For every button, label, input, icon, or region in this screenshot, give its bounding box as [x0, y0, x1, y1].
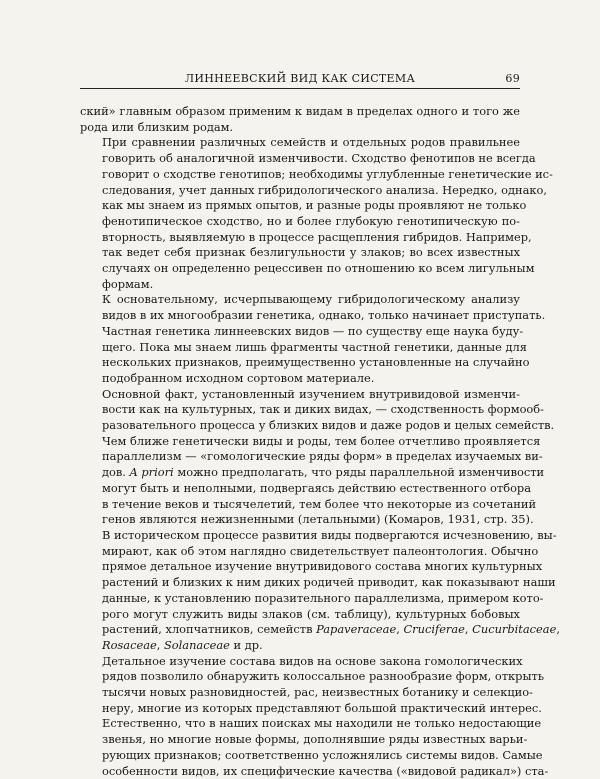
text-line: генов являются нежизненными (летальными) (Комаров, 1931, стр. 35).	[102, 512, 534, 527]
text-line: говорит о сходстве генотипов; необходимы углубленные генетические ис-	[102, 166, 553, 181]
paragraph	[80, 135, 553, 292]
page-number: 69	[505, 72, 520, 85]
text-line: так ведет себя признак безлигульности у злаков; во всех известных	[102, 245, 520, 260]
text-line: видов в их многообразии генетика, однако, только начинает приступать.	[102, 308, 546, 323]
text-line: вости как на культурных, так и диких видах, — сходственность формооб-	[102, 402, 544, 417]
text-line: следования, учет данных гибридологического анализа. Нередко, однако,	[102, 182, 547, 197]
text-line: звенья, но многие новые формы, дополнявшие ряды известных варьи-	[102, 732, 528, 747]
text-line: данные, к установлению поразительного параллелизма, примером кото-	[102, 590, 544, 605]
paragraph	[80, 104, 520, 135]
text-line: рода или близким родам.	[80, 119, 234, 134]
text-line: рующих признаков; соответственно усложнялись системы видов. Самые	[102, 747, 543, 762]
text-line: в течение веков и тысячелетий, тем более что некоторые из сочетаний	[102, 496, 537, 511]
text-line: случаях он определенно рецессивен по отношению ко всем лигульным	[102, 261, 535, 276]
text-line: как мы знаем из прямых опытов, и разные роды проявляют не только	[102, 198, 527, 213]
text-line: мирают, как об этом наглядно свидетельствует палеонтология. Обычно	[102, 543, 539, 558]
text-line: Естественно, что в наших поисках мы находили не только недостающие	[102, 716, 542, 731]
running-header	[80, 70, 520, 89]
text-line: При сравнении различных семейств и отдельных родов правильнее	[102, 135, 520, 150]
text-line: тысячи новых разновидностей, рас, неизвестных ботанику и селекцио-	[102, 685, 533, 700]
text-line: вторность, выявляемую в процессе расщепления гибридов. Например,	[102, 229, 532, 244]
text-line: фенотипическое сходство, но и более глубокую генотипическую по-	[102, 213, 520, 228]
text-line: Основной факт, установленный изучением внутривидовой изменчи-	[102, 386, 520, 401]
running-title: ЛИННЕЕВСКИЙ ВИД КАК СИСТЕМА	[184, 72, 416, 85]
paragraph	[80, 292, 546, 386]
text-line: особенности видов, их специфические качества («видовой радикал») ста-	[102, 763, 549, 778]
text-line: нескольких признаков, преимущественно установленные на случайно	[102, 355, 530, 370]
text-line: могут быть и неполными, подвергаясь действию естественного отбора	[102, 480, 532, 495]
text-line: ский» главным образом применим к видам в пределах одного и того же	[80, 104, 520, 118]
text-line: прямое детальное изучение внутривидового состава многих культурных	[102, 559, 543, 574]
text-line: щего. Пока мы знаем лишь фрагменты частной генетики, данные для	[102, 339, 527, 354]
text-line: неру, многие из которых представляют большой практический интерес.	[102, 700, 542, 715]
text-line: В историческом процессе развития виды подвергаются исчезновению, вы-	[102, 527, 557, 542]
paragraph	[80, 386, 560, 654]
text-line: Частная генетика линнеевских видов — по существу еще наука буду-	[102, 323, 524, 338]
text-line: растений, хлопчатников, семейств Papaveraceae, Cruciferae, Cucurbitaceae,	[102, 622, 560, 637]
body-text	[80, 104, 560, 779]
text-line: говорить об аналогичной изменчивости. Сходство фенотипов не всегда	[102, 151, 536, 166]
text-line: подобранном исходном сортовом материале.	[102, 370, 375, 385]
text-line: Чем ближе генетически виды и роды, тем более отчетливо проявляется	[102, 433, 541, 448]
text-line: К основательному, исчерпывающему гибридологическому анализу	[102, 292, 520, 307]
text-line: рядов позволило обнаружить колоссальное разнообразие форм, открыть	[102, 669, 545, 684]
text-line: рого могут служить виды злаков (см. таблицу), культурных бобовых	[102, 606, 520, 621]
text-line: разовательного процесса у близких видов и даже родов и целых семейств.	[102, 418, 555, 433]
text-line: Детальное изучение состава видов на основе закона гомологических	[102, 653, 523, 668]
text-line: параллелизм — «гомологические ряды форм» в пределах изучаемых ви-	[102, 449, 543, 464]
text-line: формам.	[102, 276, 154, 291]
text-line: дов. A priori можно предполагать, что ряды параллельной изменчивости	[102, 465, 545, 480]
text-line: Rosaceae, Solanaceae и др.	[102, 637, 263, 652]
paragraph	[80, 653, 549, 779]
text-line: растений и близких к ним диких родичей приводит, как показывают наши	[102, 575, 556, 590]
